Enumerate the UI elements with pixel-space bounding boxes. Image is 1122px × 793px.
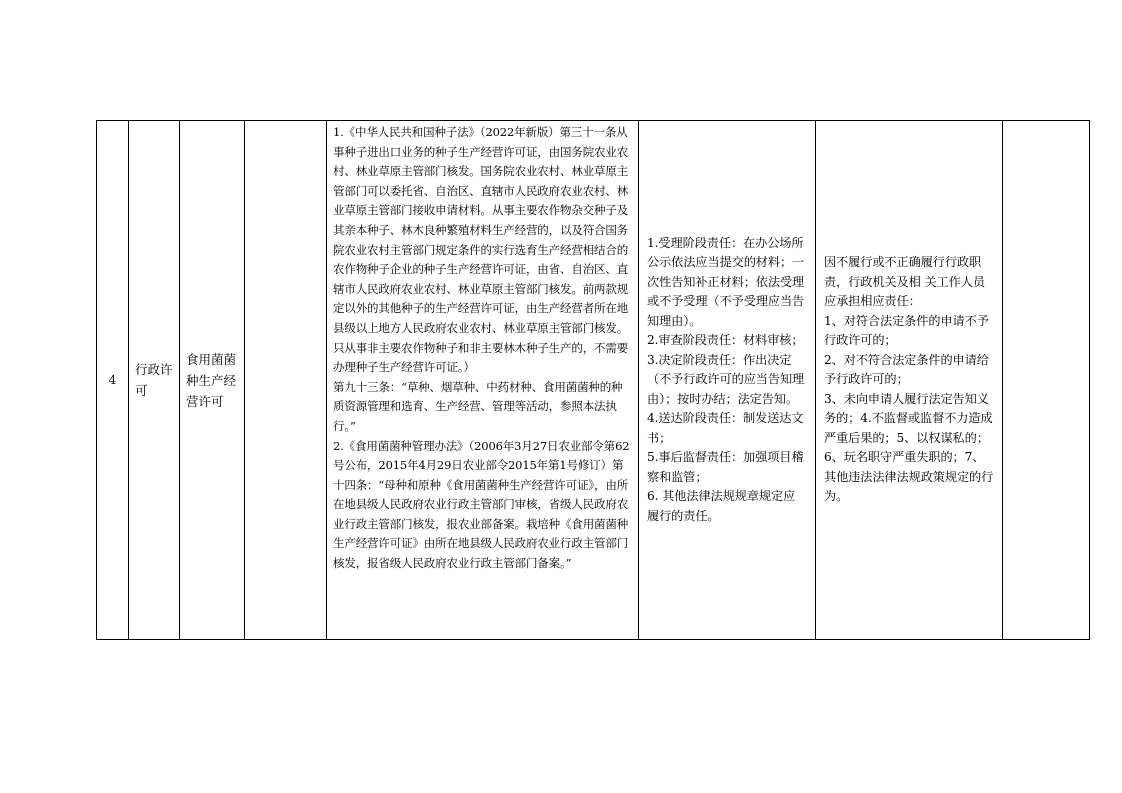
- responsibility-line: 6. 其他法律法规规章规定应履行的责任。: [647, 489, 796, 523]
- table-row: [97, 121, 1090, 640]
- responsibility-line: 1.受理阶段责任：在办公场所公示依法应当提交的材料；一次性告知补正材料；依法受理或不予受理（不予受理应当告知理由）。: [647, 235, 805, 328]
- remarks-cell: [1003, 121, 1090, 640]
- responsibility-line: 4.送达阶段责任：制发送达文书；: [647, 411, 804, 445]
- accountability-line: 1、对符合法定条件的申请不予行政许可的；: [824, 313, 989, 348]
- item-name: 食用菌菌种生产经营许可: [180, 121, 245, 640]
- accountability-line: 2、对不符合法定条件的申请给予行政许可的；: [824, 352, 989, 387]
- basis-paragraph: 第九十三条：“草种、烟草种、中药材种、食用菌菌种的种质资源管理和选育、生产经营、管理等活动，参照本法执行。”: [333, 379, 623, 433]
- legal-basis: [327, 121, 639, 640]
- accountability-line: 3、未向申请人履行法定告知义务的；4.不监督或监督不力造成严重后果的；5、以权谋私的；6、玩名职守严重失职的；7、其他违法法律法规政策规定的行为。: [824, 391, 994, 504]
- responsibility-line: 5.事后监督责任：加强项目稽察和监管；: [647, 450, 804, 484]
- accountability-items: [816, 121, 1003, 640]
- row-number: 4: [97, 121, 129, 640]
- responsibility-line: 3.决定阶段责任：作出决定（不予行政许可的应当告知理由）；按时办结；法定告知。: [647, 352, 805, 406]
- power-list-table: [96, 120, 1090, 640]
- power-type: 行政许可: [129, 121, 180, 640]
- responsibility-items: [639, 121, 816, 640]
- accountability-line: 因不履行或不正确履行行政职责，行政机关及相 关工作人员应承担相应责任：: [824, 255, 985, 309]
- basis-paragraph: 2.《食用菌菌种管理办法》（2006年3月27日农业部令第62号公布，2015年4月29日农业部令2015年第1号修订）第十四条：“母种和原种《食用菌菌种生产经营许可证》，由所在地县级人民政府农业行政主管部门审核，省级人民政府农业行政主管部门核发，报农业部备案。栽培种《食用菌菌种生产经营许可证》由所在地县级人民政府农业行政主管部门核发，报省级人民政府农业行政主管部门备案。”: [333, 438, 630, 571]
- sub-item-cell: [245, 121, 327, 640]
- responsibility-line: 2.审查阶段责任：材料审核；: [647, 333, 804, 348]
- basis-paragraph: 1.《中华人民共和国种子法》（2022年新版）第三十一条从事种子进出口业务的种子生产经营许可证，由国务院农业农村、林业草原主管部门核发。国务院农业农村、林业草原主管部门可以委托省、自治区、直辖市人民政府农业农村、林业草原主管部门接收申请材料。从事主要农作物杂交种子及其亲本种子、林木良种繁殖材料生产经营的，以及符合国务院农业农村主管部门规定条件的实行选育生产经营相结合的农作物种子企业的种子生产经营许可证，由省、自治区、直辖市人民政府农业农村、林业草原主管部门核发。前两款规定以外的其他种子的生产经营许可证，由生产经营者所在地县级以上地方人民政府农业农村、林业草原主管部门核发。只从事非主要农作物种子和非主要林木种子生产的，不需要办理种子生产经营许可证。）: [333, 125, 629, 375]
